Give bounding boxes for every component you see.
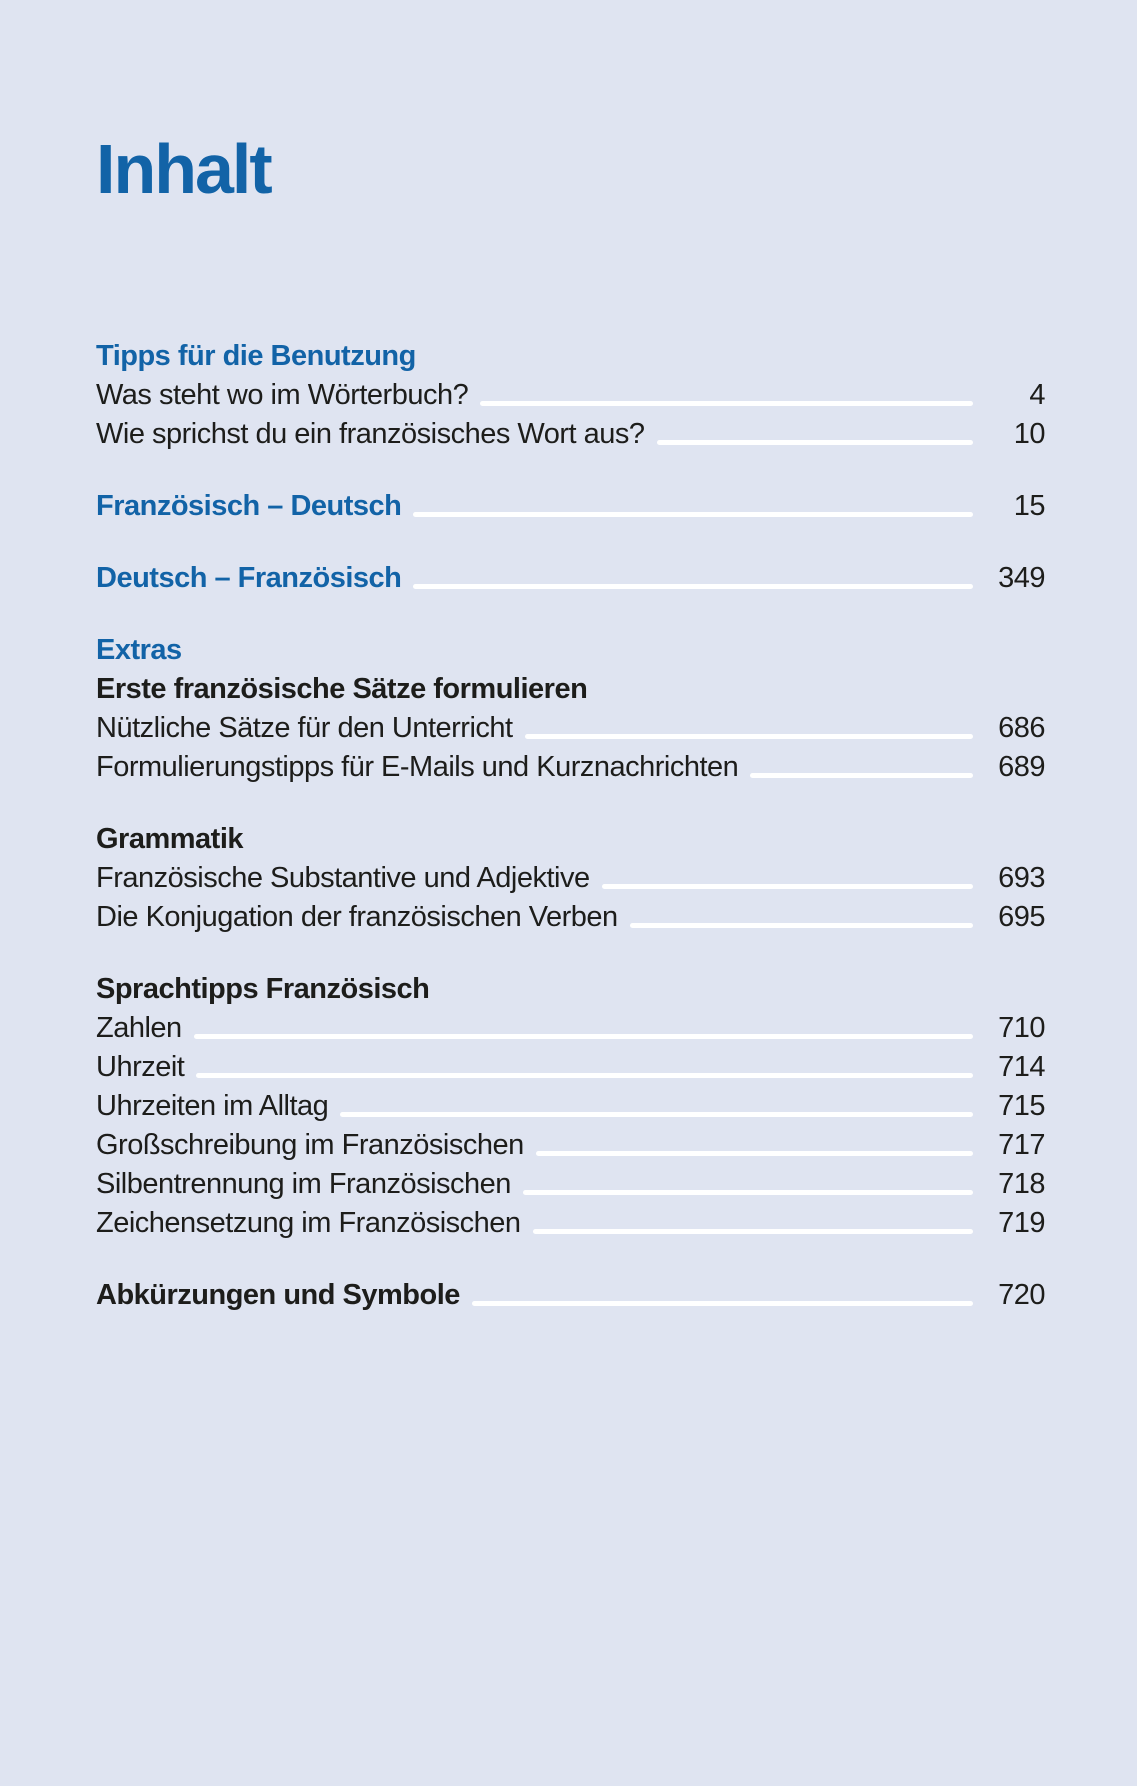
toc-entry-label: Silbentrennung im Französischen (96, 1168, 511, 1200)
toc-row (96, 748, 1045, 787)
toc-entry-label: Uhrzeit (96, 1051, 185, 1083)
toc-entry-label: Deutsch – Französisch (96, 562, 402, 594)
leader-line (340, 1112, 973, 1117)
toc-row (96, 1204, 1045, 1243)
toc-row (96, 631, 1045, 670)
toc-row (96, 415, 1045, 454)
page-number: 710 (998, 1012, 1045, 1044)
leader-line (523, 1190, 973, 1195)
toc-entry-label: Zeichensetzung im Französischen (96, 1207, 521, 1239)
leader-line (525, 734, 973, 739)
toc-entry-label: Tipps für die Benutzung (96, 340, 416, 372)
page-number: 718 (998, 1168, 1045, 1200)
leader-line (750, 773, 973, 778)
page-number: 714 (998, 1051, 1045, 1083)
leader-line (533, 1229, 973, 1234)
toc-row (96, 1276, 1045, 1315)
toc-entry-label: Zahlen (96, 1012, 182, 1044)
leader-line (480, 401, 973, 406)
page-number: 720 (998, 1279, 1045, 1311)
toc-entry-label: Was steht wo im Wörterbuch? (96, 379, 469, 411)
page-number: 349 (998, 562, 1045, 594)
toc-row (96, 337, 1045, 376)
toc-row (96, 1009, 1045, 1048)
toc-row (96, 670, 1045, 709)
toc-row (96, 859, 1045, 898)
toc-entry-label: Grammatik (96, 823, 244, 855)
page-number: 693 (998, 862, 1045, 894)
toc-entry-label: Formulierungstipps für E-Mails und Kurznachrichten (96, 751, 739, 783)
toc-entry-label: Erste französische Sätze formulieren (96, 673, 588, 705)
page-number: 689 (998, 751, 1045, 783)
leader-line (413, 512, 973, 517)
toc-entry-label: Abkürzungen und Symbole (96, 1279, 460, 1311)
page-number: 686 (998, 712, 1045, 744)
toc-row (96, 1165, 1045, 1204)
page-number: 695 (998, 901, 1045, 933)
toc-row (96, 376, 1045, 415)
toc-row (96, 487, 1045, 526)
leader-line (472, 1301, 973, 1306)
page-title: Inhalt (96, 130, 271, 208)
page-number: 715 (998, 1090, 1045, 1122)
toc-entry-label: Die Konjugation der französischen Verben (96, 901, 618, 933)
toc-entry-label: Französische Substantive und Adjektive (96, 862, 590, 894)
toc-row (96, 820, 1045, 859)
toc-entry-label: Uhrzeiten im Alltag (96, 1090, 329, 1122)
page-number: 4 (1029, 379, 1045, 411)
leader-line (536, 1151, 973, 1156)
toc-entry-label: Extras (96, 634, 182, 666)
page-number: 717 (998, 1129, 1045, 1161)
page-number: 15 (1013, 490, 1045, 522)
toc-entry-label: Großschreibung im Französischen (96, 1129, 524, 1161)
toc-row (96, 1126, 1045, 1165)
toc-row (96, 898, 1045, 937)
leader-line (194, 1034, 973, 1039)
toc-entry-label: Französisch – Deutsch (96, 490, 402, 522)
page-number: 10 (1013, 418, 1045, 450)
leader-line (630, 923, 973, 928)
toc-entry-label: Nützliche Sätze für den Unterricht (96, 712, 513, 744)
leader-line (413, 584, 973, 589)
toc-entry-label: Sprachtipps Französisch (96, 973, 430, 1005)
leader-line (196, 1073, 973, 1078)
toc-entry-label: Wie sprichst du ein französisches Wort aus? (96, 418, 645, 450)
toc-row (96, 559, 1045, 598)
page-number: 719 (998, 1207, 1045, 1239)
toc-list (96, 337, 1045, 1315)
leader-line (602, 884, 973, 889)
toc-row (96, 1087, 1045, 1126)
toc-row (96, 970, 1045, 1009)
leader-line (657, 440, 973, 445)
toc-row (96, 709, 1045, 748)
toc-row (96, 1048, 1045, 1087)
